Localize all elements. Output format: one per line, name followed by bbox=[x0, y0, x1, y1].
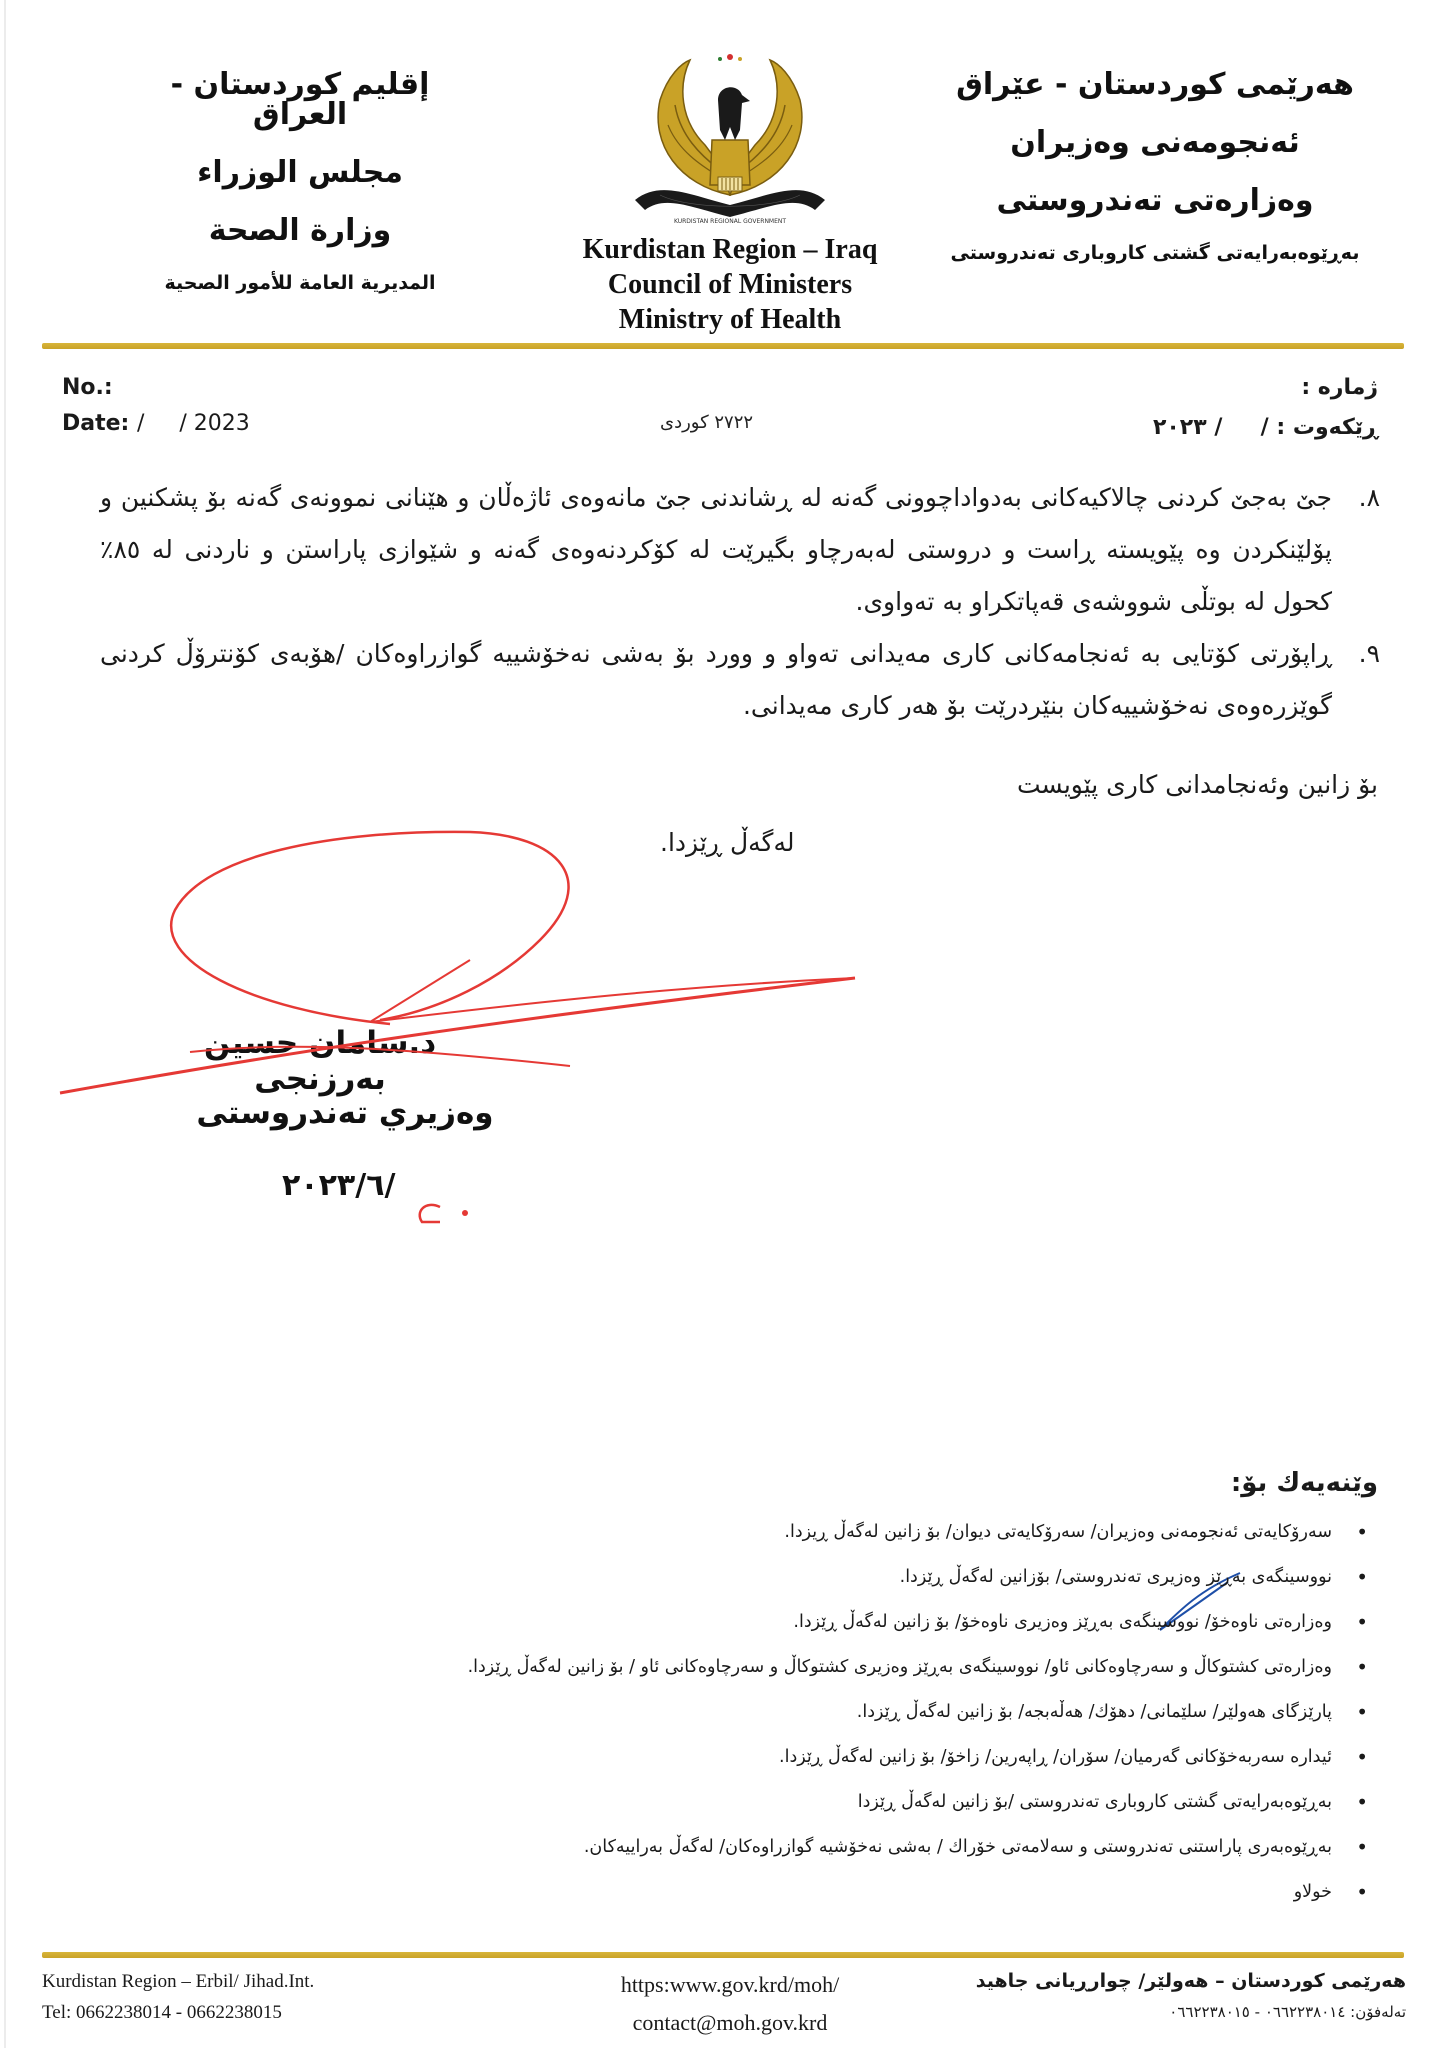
header-arabic-region: إقليم كوردستان - العراق bbox=[170, 67, 430, 132]
footer-website-link[interactable]: https:www.gov.krd/moh/ bbox=[620, 1972, 840, 1997]
footer-phone-kurdish: تەلەفۆن: ٠٦٦٢٢٣٨٠١٤ - ٠٦٦٢٢٣٨٠١٥ bbox=[1169, 2003, 1406, 2021]
cc-item: • وەزارەتی کشتوکاڵ و سەرچاوەکانی ئاو/ نووسینگەی بەڕێز وەزیری کشتوکاڵ و سەرچاوەکانی ئاو / بۆ زانین لەگەڵ ڕێزدا. bbox=[308, 1645, 1368, 1690]
item-text: ڕاپۆرتی کۆتایی بە ئەنجامەکانی کاری مەیدانی تەواو و وورد بۆ بەشی نەخۆشییە گوازراوەکان /هۆبەی کۆنترۆڵ کردنی گوێزرەوەی نەخۆشییەکان بنێردرێت بۆ هەر کاری مەیدانی. bbox=[100, 639, 1332, 720]
scan-edge bbox=[4, 0, 6, 2048]
header-arabic-ministry: وزارة الصحة bbox=[208, 213, 392, 248]
cc-item: • بەڕێوەبەری پاراستنی تەندروستی و سەلامەتی خۆراك / بەشی نەخۆشیە گوازراوەکان/ لەگەڵ بەراییەکان. bbox=[308, 1825, 1368, 1870]
cc-item: • خولاو bbox=[308, 1870, 1368, 1915]
cc-list bbox=[308, 1510, 1368, 1915]
letter-body bbox=[100, 472, 1380, 732]
cc-item: • وەزارەتی ناوەخۆ/ نووسینگەی بەڕێز وەزیری ناوەخۆ/ بۆ زانین لەگەڵ ڕێزدا. bbox=[308, 1600, 1368, 1645]
item-number: ٩. bbox=[1358, 639, 1380, 668]
header-arabic bbox=[120, 67, 480, 294]
closing-line: بۆ زانین وئەنجامدانی کاری پێویست bbox=[1017, 770, 1378, 799]
header-kurdish-council: ئەنجومەنی وەزیران bbox=[1010, 125, 1300, 160]
footer-address-kurdish: هەرێمی کوردستان – هەولێر/ چوارڕیانی جاهید bbox=[975, 1970, 1406, 1992]
date-label-kurdish: ڕێکەوت : bbox=[1276, 415, 1378, 440]
header-kurdish bbox=[935, 67, 1375, 264]
date-value: / / 2023 bbox=[137, 411, 250, 436]
footer-phone: Tel: 0662238014 - 0662238015 bbox=[42, 2002, 282, 2023]
item-text: جێ بەجێ کردنی چالاکیەکانی بەدواداچوونی گەنە لە ڕشاندنی جێ مانەوەی ئاژەڵان و هێنانی نموونەی گەنە بۆ پشکنین و پۆلێنکردن وە پێویستە ڕاست و دروستی لەبەرچاو بگیرێت لە کۆکردنەوەی گەنە و شێوازی پاراستن و ناردنی لە ٨٥٪ کحول لە بوتڵی شووشەی قەپاتکراو بە تەواوی. bbox=[100, 483, 1332, 616]
header-arabic-directorate: المديرية العامة للأمور الصحية bbox=[164, 272, 436, 294]
cc-item: • ئیدارە سەربەخۆکانی گەرمیان/ سۆران/ ڕاپەرین/ زاخۆ/ بۆ زانین لەگەڵ ڕێزدا. bbox=[308, 1735, 1368, 1780]
date-value-kurdish: / / ٢٠٢٣ bbox=[1152, 415, 1269, 440]
signature-date-printed: ٢٠٢٣/٦/ bbox=[282, 1168, 396, 1203]
cc-item: • پارێزگای هەولێر/ سلێمانی/ دهۆك/ هەڵەبجە/ بۆ زانین لەگەڵ ڕێزدا. bbox=[308, 1690, 1368, 1735]
svg-text:KURDISTAN REGIONAL GOVERNMENT: KURDISTAN REGIONAL GOVERNMENT bbox=[673, 218, 787, 225]
reference-english bbox=[62, 370, 250, 442]
header-english bbox=[540, 232, 920, 337]
header-kurdish-directorate: بەڕێوەبەرایەتی گشتی کاروباری تەندروستی bbox=[950, 242, 1360, 264]
signatory-title: وەزیري تەندروستی bbox=[196, 1095, 494, 1131]
footer-address: Kurdistan Region – Erbil/ Jihad.Int. bbox=[42, 1971, 315, 1992]
cc-item: • نووسینگەی بەڕێز وەزیری تەندروستی/ بۆزانین لەگەڵ ڕێزدا. bbox=[308, 1555, 1368, 1600]
header-arabic-council: مجلس الوزراء bbox=[197, 155, 403, 190]
header-kurdish-ministry: وەزارەتی تەندروستی bbox=[996, 183, 1314, 218]
numbered-item bbox=[100, 628, 1380, 732]
signature-date bbox=[282, 1168, 395, 1203]
cc-item: • بەڕێوەبەرایەتی گشتی کاروباری تەندروستی /بۆ زانین لەگەڵ ڕێزدا bbox=[308, 1780, 1368, 1825]
header-english-council: Council of Ministers bbox=[607, 269, 853, 300]
numbered-item bbox=[100, 472, 1380, 628]
cc-title: وێنەیەك بۆ: bbox=[1230, 1468, 1378, 1498]
signatory-name: د.سامان حسین بەرزنجی bbox=[203, 1025, 437, 1097]
header-english-region: Kurdistan Region – Iraq bbox=[582, 234, 878, 265]
cc-item: • سەرۆکایەتی ئەنجومەنی وەزیران/ سەرۆکایەتی دیوان/ بۆ زانین لەگەڵ ڕیزدا. bbox=[308, 1510, 1368, 1555]
footer-divider bbox=[42, 1952, 1404, 1958]
regards-line: لەگەڵ ڕێزدا. bbox=[660, 828, 795, 857]
number-label-kurdish: ژمارە : bbox=[1301, 375, 1378, 400]
footer-kurdish-contact bbox=[976, 1966, 1406, 2028]
date-label: Date: bbox=[62, 411, 130, 436]
footer-email-link[interactable]: contact@moh.gov.krd bbox=[632, 2010, 828, 2035]
header-divider bbox=[42, 343, 1404, 349]
number-label: No.: bbox=[62, 375, 113, 400]
kurdish-year: ٢٧٢٢ کوردی bbox=[660, 412, 754, 433]
footer-web bbox=[540, 1966, 920, 2042]
header-kurdish-region: هەرێمی کوردستان - عێراق bbox=[956, 67, 1354, 102]
header-english-ministry: Ministry of Health bbox=[618, 304, 842, 335]
item-number: ٨. bbox=[1358, 483, 1380, 512]
footer-english-contact bbox=[42, 1966, 314, 2028]
krg-eagle-emblem-icon bbox=[620, 45, 840, 225]
reference-kurdish bbox=[1153, 368, 1378, 448]
